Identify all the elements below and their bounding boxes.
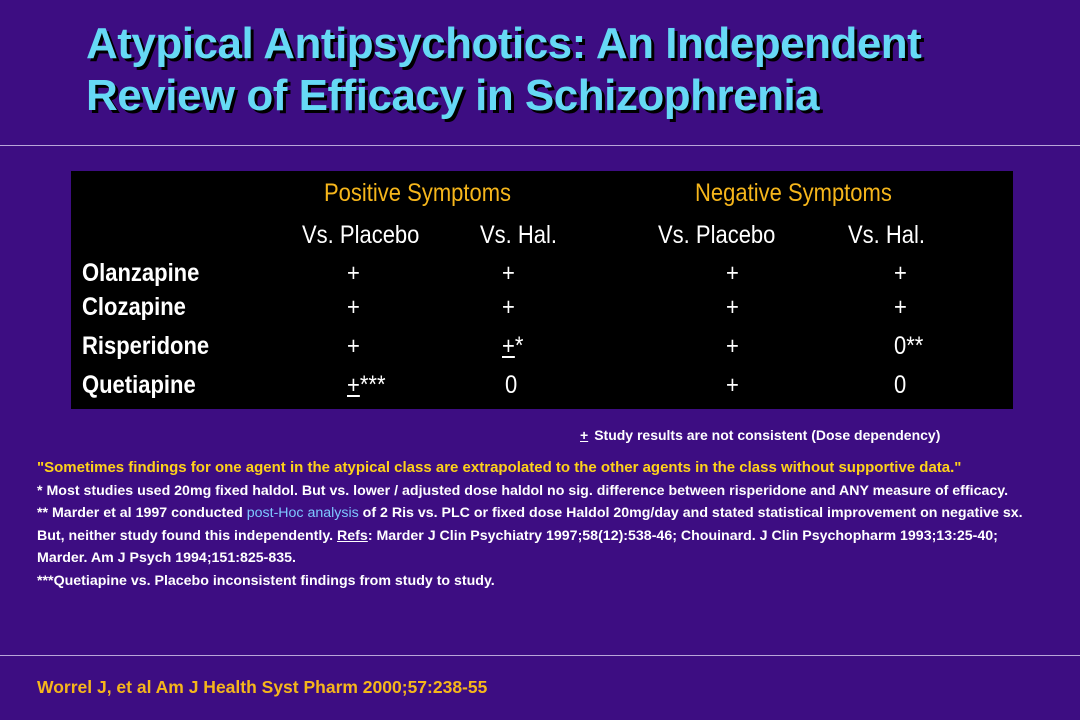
subheader-neg-placebo: Vs. Placebo	[658, 221, 776, 249]
value-neg-hal: +	[894, 259, 907, 287]
footnote-marker: ***	[359, 371, 386, 399]
value-neg-placebo: +	[726, 371, 739, 399]
value-pos-hal: +	[502, 259, 515, 287]
slide-title	[86, 18, 1046, 122]
quote-note: "Sometimes findings for one agent in the atypical class are extrapolated to the other agents in the class without supportive data."	[37, 459, 962, 476]
header-negative-symptoms: Negative Symptoms	[695, 179, 892, 207]
source-citation: Worrel J, et al Am J Health Syst Pharm 2000;57:238-55	[37, 677, 488, 697]
legend-symbol: +	[580, 427, 589, 443]
title-line-1: Atypical Antipsychotics: An Independent	[86, 19, 922, 68]
value-pos-placebo: +	[347, 332, 360, 360]
footnote-2-refs: : Marder J Clin Psychiatry 1997;58(12):538-46; Chouinard. J Clin Psychopharm 1993;13:25-40; Marder. Am J Psych 1994;151:825-835.	[37, 527, 998, 566]
footnote-2	[37, 502, 1047, 570]
value-neg-placebo: +	[726, 332, 739, 360]
footnote-3: ***Quetiapine vs. Placebo inconsistent findings from study to study.	[37, 572, 495, 589]
inconsistent-plus-symbol: +	[347, 371, 360, 399]
value-pos-hal	[502, 331, 523, 361]
drug-name: Risperidone	[82, 332, 210, 360]
value-neg-hal: 0**	[894, 332, 924, 360]
footnote-2-intro: ** Marder et al 1997 conducted	[37, 505, 247, 521]
bottom-divider	[0, 655, 1080, 656]
value-pos-placebo	[347, 370, 386, 400]
subheader-pos-hal: Vs. Hal.	[480, 221, 558, 249]
title-line-2: Review of Efficacy in Schizophrenia	[86, 71, 820, 120]
post-hoc-highlight: post-Hoc analysis	[246, 505, 359, 521]
top-divider	[0, 145, 1080, 146]
value-neg-placebo: +	[726, 293, 739, 321]
header-positive-symptoms: Positive Symptoms	[324, 179, 512, 207]
refs-label: Refs	[337, 527, 368, 544]
value-neg-hal: +	[894, 293, 907, 321]
footnote-2-body: of 2 Ris vs. PLC or fixed dose Haldol 20mg/day and stated statistical improvement on negative sx. But, neither study found this independently.	[37, 505, 1023, 544]
subheader-neg-hal: Vs. Hal.	[848, 221, 926, 249]
efficacy-table	[71, 171, 1013, 409]
value-pos-placebo: +	[347, 293, 360, 321]
legend-text: Study results are not consistent (Dose dependency)	[594, 427, 941, 443]
inconsistent-plus-symbol: +	[502, 332, 515, 360]
value-neg-hal: 0	[894, 371, 907, 399]
value-pos-hal: 0	[505, 371, 518, 399]
footnotes	[37, 457, 1047, 592]
value-pos-hal: +	[502, 293, 515, 321]
subheader-pos-placebo: Vs. Placebo	[302, 221, 420, 249]
table-legend	[580, 427, 940, 443]
footnote-marker: *	[514, 332, 524, 360]
value-neg-placebo: +	[726, 259, 739, 287]
footnote-1: * Most studies used 20mg fixed haldol. But vs. lower / adjusted dose haldol no sig. difference between risperidone and ANY measure of efficacy.	[37, 482, 1009, 499]
drug-name: Quetiapine	[82, 371, 196, 399]
drug-name: Clozapine	[82, 293, 186, 321]
value-pos-placebo: +	[347, 259, 360, 287]
drug-name: Olanzapine	[82, 259, 200, 287]
